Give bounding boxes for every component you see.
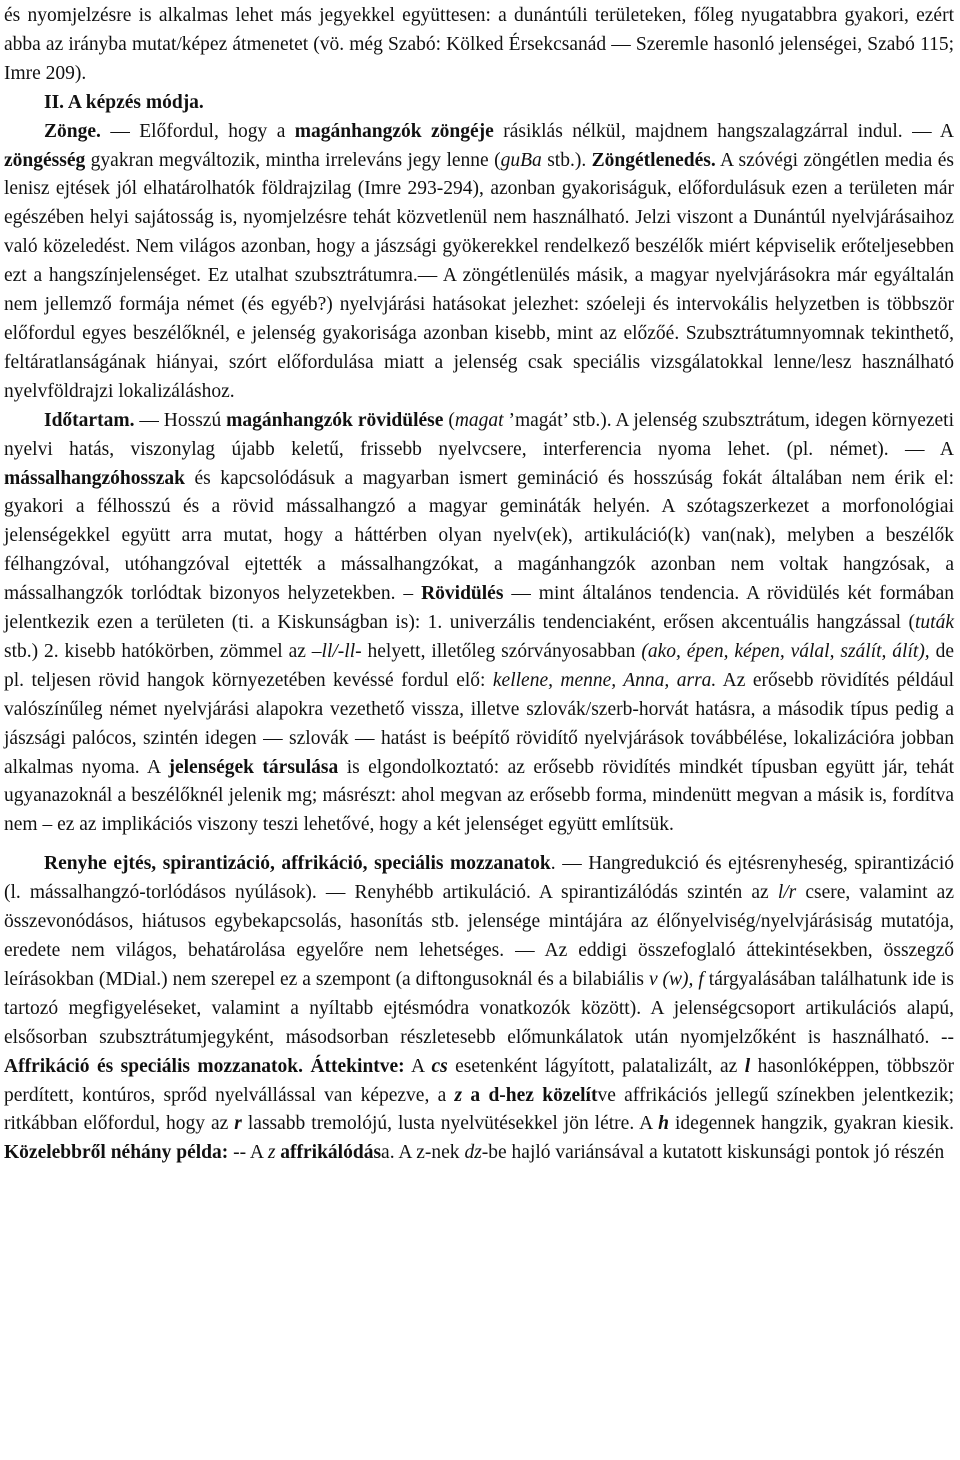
bold-text: affrikálódás: [280, 1142, 382, 1164]
paragraph: [4, 850, 954, 1168]
bold-text: magánhangzók zöngéje: [294, 120, 494, 142]
paragraph: [4, 2, 954, 89]
paragraph: [4, 89, 954, 118]
paragraph: [4, 118, 954, 407]
text-run: rásiklás nélkül, majdnem hangszalagzárral indul. — A: [493, 120, 954, 142]
text-run: idegennek hangzik, gyakran kiesik.: [669, 1113, 954, 1135]
text-run: de pl. teljesen rövid hangok környezetében kevéssé fordul elő:: [4, 640, 954, 691]
italic-text: magat: [454, 409, 504, 431]
text-run: . — Hangredukció és ejtésrenyheség, spirantizáció (l. mássalhangzó-torlódásos nyúlások). — Renyhébb artikuláció. A spirantizálódás szintén az: [4, 853, 954, 904]
text-run: A: [404, 1055, 432, 1077]
text-run: Az erősebb rövidítés például valószínűleg német nyelvjárási alapokra vezethető vissza, illetve szlovák/szerb-horvát hatásra, a második típus pedig a jászsági palócos, szintén idegen — szlovák — hatást is beépítő rövidítő nyelvjárások továbbélése, lokalizációra jobban alkalmas nyoma. A: [4, 669, 954, 778]
text-run: és kapcsolódásuk a magyarban ismert gemináció és hosszúság fokát általában nem érik el: gyakori a félhosszú és a rövid mássalhangzó a magyar gemináták helyén. A szótagszerkezet a morfonológiai jelenségekkel együtt arra mutat, hogy a háttérben olyan nyelv(ek), artikuláció(k) van(nak), melyben a beszélők félhangzóval, utóhangzóval ejtették a mássalhangzókat, a magánhangzók azonban nem voltak hangzósak, a mássalhangzók torlódtak bizonyos helyzetekben. –: [4, 467, 954, 605]
text-run: csere, valamint az összevonódásos, hiátusos egybekapcsolás, hasonítás stb. jelensége mintájára az élőnyelviség/nyelvjárásiság mutatója, eredete nem világos, behatárolása egyelőre nem lehetséges. — Az eddigi összefoglaló áttekintésekben, összegző leírásokban (MDial.) nem szerepel ez a szempont (a diftongusoknál és a bilabiális: [4, 882, 954, 990]
bold-text: cs: [431, 1055, 448, 1077]
bold-text: magánhangzók rövidülése: [226, 409, 444, 431]
text-run: stb.).: [541, 149, 592, 171]
bold-text: Affrikáció és speciális mozzanatok.: [4, 1055, 304, 1077]
text-run: a. A z-nek: [381, 1142, 465, 1164]
italic-text: kellene, menne, Anna, arra.: [492, 669, 717, 691]
bold-text: l: [744, 1055, 751, 1077]
italic-text: dz: [464, 1142, 482, 1164]
italic-text: (ako, épen, képen, válal, szálít, álít),: [641, 640, 930, 662]
text-run: gyakran megváltozik, mintha irreleváns jegy lenne (: [85, 149, 501, 171]
bold-text: z: [454, 1084, 463, 1106]
italic-text: tuták: [915, 612, 954, 634]
bold-text: Zönge.: [44, 120, 101, 142]
text-run: is elgondolkoztató: az erősebb rövidítés mindkét típusban együtt jár, tehát ugyanazoknál a beszélőknél jelenik mg; másrészt: ahol megvan az erősebb forma, mindenütt megvan a másik is, fordítva nem – ez az implikációs viszony teszi lehetővé, hogy a két jelenséget együtt említsük.: [4, 756, 955, 836]
italic-text: z: [267, 1142, 276, 1164]
bold-text: zöngésség: [4, 149, 86, 171]
italic-text: guBa: [500, 149, 542, 171]
text-run: tárgyalásában találhatunk ide is tartozó megfigyeléseket, valamint a nyíltabb ejtésmódra vonatkozók között). A jelenségcsoport artikulációs alapú, elsősorban szubsztrátumjegyként, másodsorban részletesebb előmunkálatok után nyomjelzőként is használható. --: [4, 968, 955, 1048]
text-run: -be hajló variánsával a kutatott kiskunsági pontok jó részén: [481, 1142, 945, 1164]
bold-text: Közelebbről néhány példa:: [4, 1142, 229, 1164]
bold-text: Időtartam.: [44, 409, 135, 431]
bold-text: Renyhe ejtés, spirantizáció, affrikáció, speciális mozzanatok: [44, 853, 551, 875]
text-run: (: [443, 409, 455, 431]
text-run: esetenként lágyított, palatalizált, az: [447, 1055, 745, 1077]
text-run: A szóvégi zöngétlen media és lenisz ejtések jól elhatárolhatók földrajzilag (Imre 293-294), azonban gyakoriságuk, előfordulásuk ezen a területen már egészében helyi sajátosság is, nyomjelzésre tehát közvetlenül nem használható. Jelzi viszont a Dunántúl nyelvjárásaihoz való közeledést. Nem világos azonban, hogy a jászsági gyökerekkel rendelkező beszélők miért képviselik erőteljesebben ezt a hangszínjelenséget. Ez utalhat szubsztrátumra.— A zöngétlenülés másik, a magyar nyelvjárásokra már egyáltalán nem jellemző formája német (és egyéb?) nyelvjárási hatásokat jelezhet: szóeleji és intervokális helyzetben is többször előfordul egyes beszélőknél, e jelenség gyakorisága azonban kisebb, mint az előzőé. Szubsztrátumnyomnak tekinthető, feltáratlanságának hiányai, szórt előfordulása miatt a jelenség csak speciális vizsgálatokkal lenne/lesz használható nyelvföldrajzi lokalizáláshoz.: [4, 149, 955, 402]
text-run: -- A: [228, 1142, 268, 1164]
bold-text: Rövidülés: [421, 583, 504, 605]
text-run: ve affrikációs jellegű színekben jelentkezik; ritkábban előfordul, hogy az: [4, 1084, 955, 1135]
bold-text: Zöngétlenedés.: [591, 149, 716, 171]
bold-text: Áttekintve:: [310, 1055, 405, 1077]
text-run: — Hosszú: [134, 409, 227, 431]
paragraph: [4, 407, 954, 841]
italic-text: v (w), f: [648, 968, 704, 990]
bold-text: II. A képzés módja.: [44, 91, 204, 113]
text-run: hasonlóképpen, többször perdített, kontúros, sprőd nyelvállással van képezve, a: [4, 1055, 954, 1106]
bold-text: jelenségek társulása: [168, 756, 339, 778]
text-run: és nyomjelzésre is alkalmas lehet más jegyekkel együttesen: a dunántúli területeken, főleg nyugatabbra gyakori, ezért abba az irányba mutat/képez átmenetet (vö. még Szabó: Kölked Érsekcsanád — Szeremle hasonló jelenségei, Szabó 115; Imre 209).: [4, 5, 954, 84]
text-run: helyett, illetőleg szórványosabban: [361, 640, 642, 662]
bold-text: a d-hez közelít: [470, 1084, 598, 1106]
italic-text: –ll/-ll-: [311, 640, 362, 662]
italic-text: l/r: [777, 882, 797, 904]
bold-text: mássalhangzóhosszak: [4, 467, 185, 489]
text-run: — mint általános tendencia. A rövidülés két formában jelentkezik ezen a területen (ti. a Kiskunságban is): 1. univerzális tendenciaként, erősen akcentuális hangzással (: [4, 583, 954, 634]
bold-text: r: [234, 1113, 242, 1135]
text-run: — Előfordul, hogy a: [100, 120, 295, 142]
bold-text: h: [658, 1113, 669, 1135]
text-run: lassabb tremolójú, lusta nyelvütésekkel jön létre. A: [241, 1113, 659, 1135]
text-run: ’magát’ stb.). A jelenség szubsztrátum, idegen környezeti nyelvi hatás, viszonylag újabb keletű, frissebb nyelvcsere, interferencia nyoma lehet. (pl. német). — A: [4, 409, 955, 460]
text-run: stb.) 2. kisebb hatókörben, zömmel az: [4, 640, 312, 662]
